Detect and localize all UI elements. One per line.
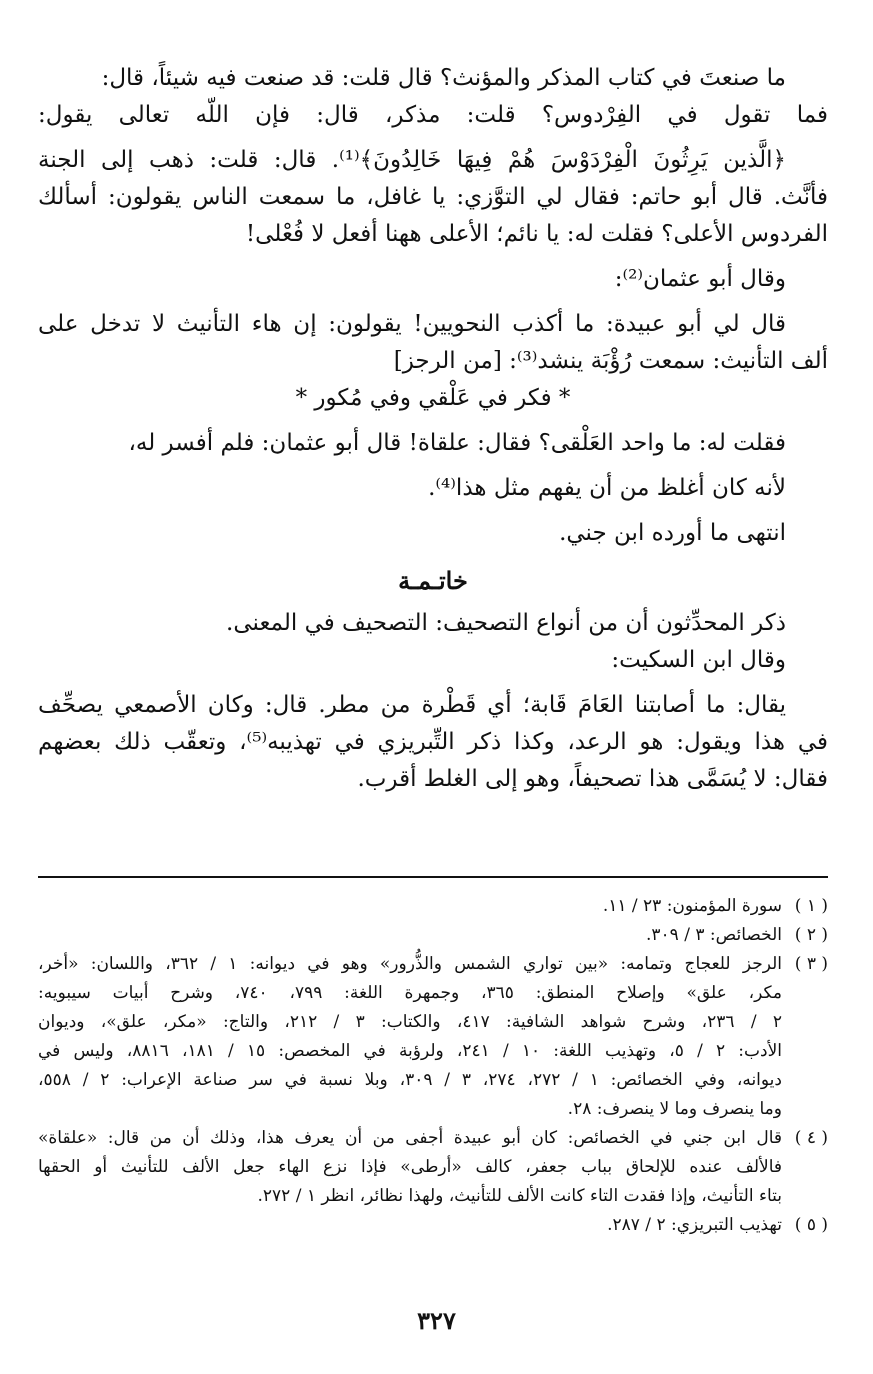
text-line: فأنَّث. قال أبو حاتم: فقال لي التوَّزي: يا غافل، ما سمعت الناس يقولون: أسألك [38,184,828,210]
footnote-line: بتاء التأنيث، وإذا فقدت التاء كانت الألف للتأنيث، ولهذا نظائر، انظر ١ / ٢٧٢. [257,1186,782,1206]
footnote-line: الخصائص: ٣ / ٣٠٩. [646,925,782,945]
text-line: فقال: لا يُسَمَّى هذا تصحيفاً، وهو إلى الغلط أقرب. [357,766,828,792]
footnote-number: ( ٣ ) [794,954,828,974]
text-line: وقال ابن السكيت: [611,647,786,673]
text-line: الفردوس الأعلى؟ فقلت له: يا نائم؛ الأعلى ههنا أفعل لا فُعْلى! [245,221,828,247]
page-number: ٣٢٧ [417,1306,456,1335]
footnote-number: ( ٤ ) [794,1128,828,1148]
footnote-line: الأدب: ٢ / ٥، وتهذيب اللغة: ١٠ / ٢٤١، ولرؤبة في المخصص: ١٥ / ١٨١، ٨٨١٦، وليس في [38,1041,782,1061]
text-line: فقلت له: ما واحد العَلْقى؟ فقال: علقاة! قال أبو عثمان: فلم أفسر له، [128,430,786,456]
section-heading: خاتـمـة [398,566,468,595]
footnote-line: سورة المؤمنون: ٢٣ / ١١. [602,896,782,916]
footnote-5 [38,1211,828,1240]
poetry-verse: * فكر في عَلْقي وفي مُكور * [295,385,571,411]
footnote-number: ( ٢ ) [794,925,828,945]
footnote-4 [38,1124,828,1211]
text-line: ألف التأنيث: سمعت رُؤْبَة ينشد⁽³⁾: [من الرجز] [393,348,828,374]
footnote-line: فالألف عنده للإلحاق بباب جعفر، كالف «أرطى» فإذا نزع الهاء جعل الألف للتأنيث أو الحقها [38,1157,782,1177]
text-line: انتهى ما أورده ابن جني. [559,520,786,546]
text-line: لأنه كان أغلظ من أن يفهم مثل هذا⁽⁴⁾. [428,475,786,501]
text-line: فما تقول في الفِرْدوس؟ قلت: مذكر، قال: فإن اللّه تعالى يقول: [38,102,828,128]
text-line: وقال أبو عثمان⁽²⁾: [614,266,786,292]
footnote-1 [38,892,828,921]
text-line: يقال: ما أصابتنا العَامَ قَابة؛ أي قَطْرة من مطر. قال: وكان الأصمعي يصحِّف [38,692,786,718]
text-line: ما صنعتَ في كتاب المذكر والمؤنث؟ قال قلت: قد صنعت فيه شيئاً، قال: [101,65,786,91]
main-text [38,60,828,798]
footnote-3 [38,950,828,1124]
footnote-line: ٢ / ٢٣٦، وشرح شواهد الشافية: ٤١٧، والكتاب: ٣ / ٢١٢، والتاج: «مكر، علق»، وديوان [38,1012,782,1032]
text-line: في هذا ويقول: هو الرعد، وكذا ذكر التِّبريزي في تهذيبه⁽⁵⁾، وتعقّب ذلك بعضهم [38,729,828,755]
footnote-line: قال ابن جني في الخصائص: كان أبو عبيدة أجفى من أن يعرف هذا، وذلك أن من قال: «علقاة» [38,1128,782,1148]
footnote-number: ( ١ ) [794,896,828,916]
footnote-line: مكر، علق» وإصلاح المنطق: ٣٦٥، وجمهرة اللغة: ٧٩٩، ٧٤٠، وشرح أبيات سيبويه: [38,983,782,1003]
quran-verse-line: ﴿الَّذين يَرِثُونَ الْفِرْدَوْسَ هُمْ فِيهَا خَالِدُونَ﴾⁽¹⁾. قال: قلت: ذهب إلى الجنة [38,147,786,173]
text-line: ذكر المحدِّثون أن من أنواع التصحيف: التصحيف في المعنى. [226,610,786,636]
footnote-line: ديوانه، وفي الخصائص: ١ / ٢٧٢، ٢٧٤، ٣ / ٣٠٩، وبلا نسبة في سر صناعة الإعراب: ٢ / ٥٥٨، [38,1070,782,1090]
footnote-divider [38,876,828,878]
footnote-2 [38,921,828,950]
footnotes [38,892,828,1240]
text-line: قال لي أبو عبيدة: ما أكذب النحويين! يقولون: إن هاء التأنيث لا تدخل على [38,311,786,337]
footnote-line: تهذيب التبريزي: ٢ / ٢٨٧. [607,1215,782,1235]
footnote-number: ( ٥ ) [794,1215,828,1235]
footnote-line: الرجز للعجاج وتمامه: «بين تواري الشمس والذُّرور» وهو في ديوانه: ١ / ٣٦٢، واللسان: «أخر، [38,954,782,974]
footnote-line: وما ينصرف وما لا ينصرف: ٢٨. [567,1099,782,1119]
